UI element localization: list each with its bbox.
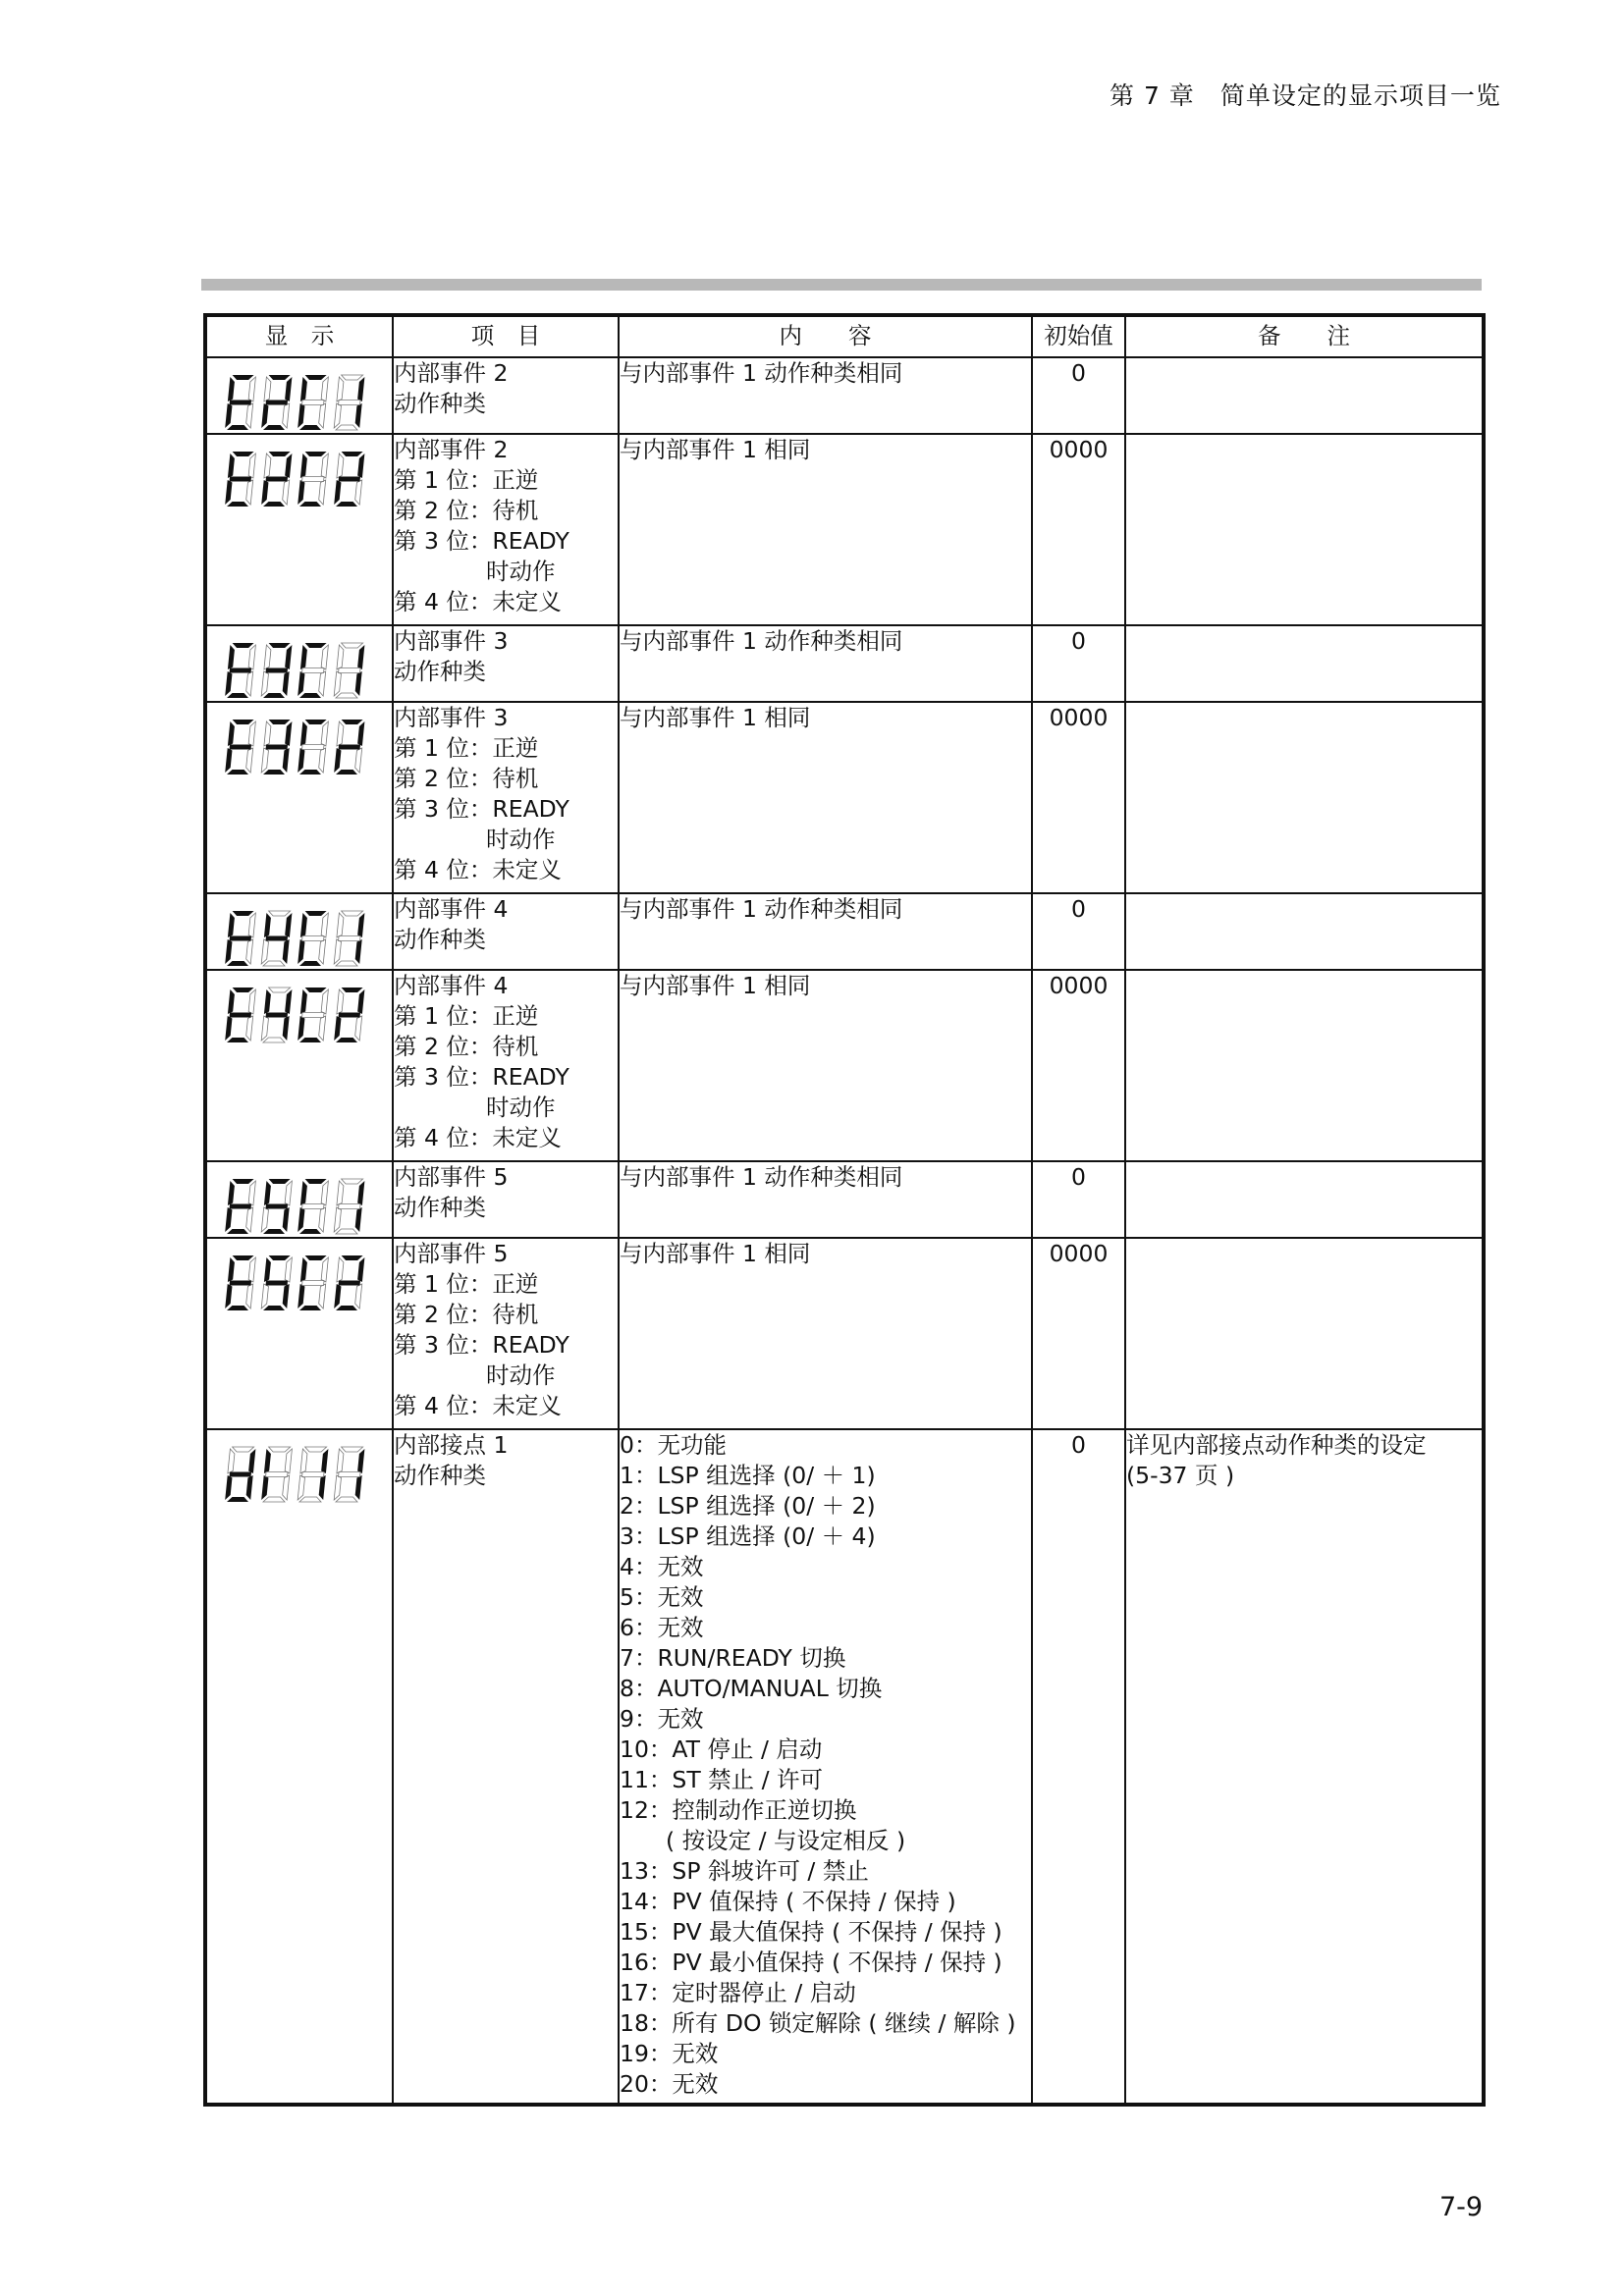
table-row [205, 1161, 1484, 1238]
header-note: 备 注 [1125, 315, 1484, 357]
initial-value-cell: 0 [1032, 893, 1125, 970]
chapter-number: 第 7 章 [1110, 81, 1195, 110]
table-header-row [205, 315, 1484, 357]
note-cell [1125, 1161, 1484, 1238]
seven-segment-display-icon [223, 372, 370, 433]
note-cell [1125, 893, 1484, 970]
content-cell: 与内部事件 1 动作种类相同 [619, 893, 1032, 970]
seven-segment-display-icon [223, 717, 370, 777]
display-cell [205, 1161, 393, 1238]
note-cell [1125, 357, 1484, 434]
note-cell: 详见内部接点动作种类的设定 (5-37 页 ) [1125, 1429, 1484, 2105]
header-item: 项 目 [393, 315, 619, 357]
table-row [205, 625, 1484, 702]
note-cell [1125, 1238, 1484, 1429]
header-initial: 初始值 [1032, 315, 1125, 357]
seven-segment-display-icon [223, 908, 370, 969]
display-cell [205, 970, 393, 1161]
parameter-table [203, 313, 1486, 2107]
content-cell: 与内部事件 1 相同 [619, 434, 1032, 625]
item-cell: 内部事件 3 第 1 位：正逆 第 2 位：待机 第 3 位：READY 时动作 第 4 位：未定义 [393, 702, 619, 893]
display-cell [205, 1238, 393, 1429]
section-rule [201, 279, 1482, 291]
seven-segment-display-icon [223, 1176, 370, 1237]
table-row [205, 702, 1484, 893]
initial-value-cell: 0 [1032, 1161, 1125, 1238]
note-cell [1125, 625, 1484, 702]
content-cell: 与内部事件 1 动作种类相同 [619, 1161, 1032, 1238]
initial-value-cell: 0 [1032, 625, 1125, 702]
item-cell: 内部事件 2 第 1 位：正逆 第 2 位：待机 第 3 位：READY 时动作 第 4 位：未定义 [393, 434, 619, 625]
item-cell: 内部事件 4 第 1 位：正逆 第 2 位：待机 第 3 位：READY 时动作 第 4 位：未定义 [393, 970, 619, 1161]
initial-value-cell: 0000 [1032, 702, 1125, 893]
content-cell: 0：无功能 1：LSP 组选择 (0/ ＋ 1) 2：LSP 组选择 (0/ ＋ 2) 3：LSP 组选择 (0/ ＋ 4) 4：无效 5：无效 6：无效 7：RUN/READY 切换 8：AUTO/MANUAL 切换 9：无效 10：AT 停止 / 启动 11：ST 禁止 / 许可 12：控制动作正逆切换 ( 按设定 / 与设定相反 ) 13：SP 斜坡许可 / 禁止 14：PV 值保持 ( 不保持 / 保持 ) 15：PV 最大值保持 ( 不保持 / 保持 ) 16：PV 最小值保持 ( 不保持 / 保持 ) 17：定时器停止 / 启动 18：所有 DO 锁定解除 ( 继续 / 解除 ) 19：无效 20：无效 [619, 1429, 1032, 2105]
chapter-header [1110, 77, 1501, 112]
content-cell: 与内部事件 1 动作种类相同 [619, 357, 1032, 434]
display-cell [205, 893, 393, 970]
content-cell: 与内部事件 1 相同 [619, 702, 1032, 893]
display-cell [205, 702, 393, 893]
table-row [205, 357, 1484, 434]
display-cell [205, 625, 393, 702]
seven-segment-display-icon [223, 640, 370, 701]
initial-value-cell: 0000 [1032, 1238, 1125, 1429]
item-cell: 内部事件 5 动作种类 [393, 1161, 619, 1238]
item-cell: 内部事件 2 动作种类 [393, 357, 619, 434]
content-cell: 与内部事件 1 相同 [619, 1238, 1032, 1429]
initial-value-cell: 0 [1032, 1429, 1125, 2105]
table-row [205, 893, 1484, 970]
table-row [205, 1429, 1484, 2105]
page-number: 7-9 [1439, 2192, 1484, 2222]
initial-value-cell: 0 [1032, 357, 1125, 434]
item-cell: 内部事件 3 动作种类 [393, 625, 619, 702]
display-cell [205, 434, 393, 625]
item-cell: 内部事件 4 动作种类 [393, 893, 619, 970]
note-cell [1125, 434, 1484, 625]
display-cell [205, 1429, 393, 2105]
header-display: 显 示 [205, 315, 393, 357]
seven-segment-display-icon [223, 1253, 370, 1313]
display-cell [205, 357, 393, 434]
chapter-title: 简单设定的显示项目一览 [1219, 81, 1501, 110]
initial-value-cell: 0000 [1032, 970, 1125, 1161]
note-cell [1125, 970, 1484, 1161]
seven-segment-display-icon [223, 1444, 370, 1505]
note-cell [1125, 702, 1484, 893]
table-row [205, 970, 1484, 1161]
seven-segment-display-icon [223, 985, 370, 1045]
content-cell: 与内部事件 1 相同 [619, 970, 1032, 1161]
seven-segment-display-icon [223, 449, 370, 509]
header-content: 内 容 [619, 315, 1032, 357]
initial-value-cell: 0000 [1032, 434, 1125, 625]
item-cell: 内部事件 5 第 1 位：正逆 第 2 位：待机 第 3 位：READY 时动作 第 4 位：未定义 [393, 1238, 619, 1429]
table-row [205, 434, 1484, 625]
table-row [205, 1238, 1484, 1429]
content-cell: 与内部事件 1 动作种类相同 [619, 625, 1032, 702]
item-cell: 内部接点 1 动作种类 [393, 1429, 619, 2105]
